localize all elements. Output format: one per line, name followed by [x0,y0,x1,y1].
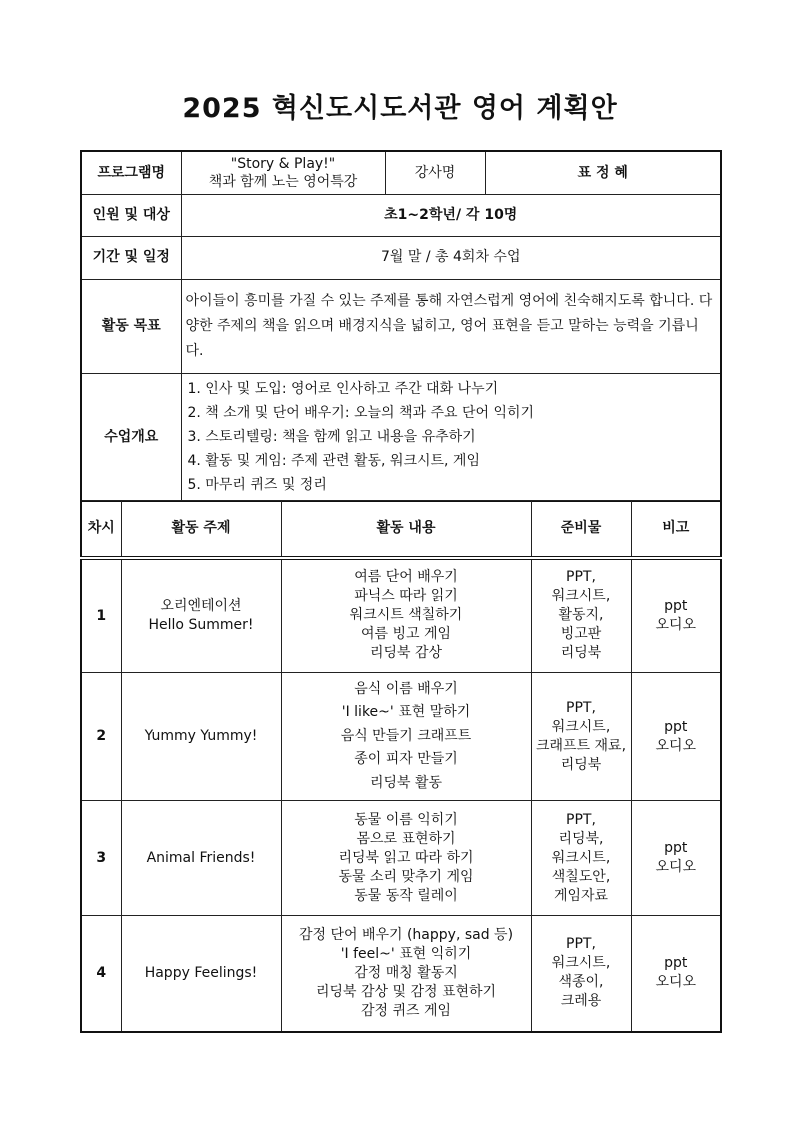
program-name [181,151,385,194]
program-info-table [80,150,722,502]
page-title: 2025 혁신도시도서관 영어 계획안 [182,93,618,124]
content-line: 음식 만들기 크래프트 [340,727,472,744]
content-line: 종이 피자 만들기 [354,751,458,768]
note-line: 오디오 [655,974,697,991]
overview-item: 1. 인사 및 도입: 영어로 인사하고 주간 대화 나누기 [187,380,499,397]
table-row [81,916,721,1032]
session-theme [121,558,281,673]
period-value: 7월 말 / 총 4회차 수업 [181,236,721,279]
material-line: 워크시트, [551,588,611,605]
goal-label: 활동 목표 [81,279,181,373]
session-content [281,558,531,673]
header-note: 비고 [631,501,721,558]
content-line: 동물 소리 맞추기 게임 [338,868,474,885]
program-label: 프로그램명 [81,151,181,194]
target-label: 인원 및 대상 [81,194,181,236]
material-line: 리딩북, [558,830,604,847]
session-number: 1 [81,558,121,673]
material-line: 워크시트, [551,849,611,866]
overview-item: 2. 책 소개 및 단어 배우기: 오늘의 책과 주요 단어 익히기 [187,404,535,421]
overview-list [181,373,721,501]
content-line: 워크시트 색칠하기 [349,607,463,624]
content-line: 몸으로 표현하기 [356,830,456,847]
material-line: 게임자료 [553,887,609,904]
material-line: 색종이, [558,974,604,991]
content-line: 'I feel~' 표현 익히기 [340,945,472,962]
note-line: ppt [664,597,688,614]
overview-label: 수업개요 [81,373,181,501]
instructor-name: 표 정 혜 [485,151,721,194]
theme-line: Hello Summer! [148,616,254,633]
material-line: 빙고판 [560,626,602,643]
session-content [281,916,531,1032]
material-line: 크레용 [560,993,602,1010]
material-line: 워크시트, [551,718,611,735]
session-materials [531,916,631,1032]
material-line: 워크시트, [551,955,611,972]
material-line: 활동지, [558,607,604,624]
overview-item: 4. 활동 및 게임: 주제 관련 활동, 워크시트, 게임 [187,452,480,469]
material-line: PPT, [566,811,596,828]
content-line: 리딩북 감상 [369,645,443,662]
period-label: 기간 및 일정 [81,236,181,279]
note-line: 오디오 [655,859,697,875]
content-line: 동물 이름 익히기 [354,811,458,828]
goal-text: 아이들이 흥미를 가질 수 있는 주제를 통해 자연스럽게 영어에 친숙해지도록 합니다. 다양한 주제의 책을 읽으며 배경지식을 넓히고, 영어 표현을 듣고 말하는 능력을 기릅니다. [181,279,721,373]
content-line: 음식 이름 배우기 [354,680,458,697]
session-content [281,673,531,801]
session-note [631,673,721,801]
note-line: ppt [664,840,688,856]
session-theme [121,673,281,801]
note-line: ppt [664,718,688,735]
session-content [281,801,531,916]
header-materials: 준비물 [531,501,631,558]
content-line: 리딩북 활동 [369,774,443,791]
note-line: 오디오 [655,737,697,754]
content-line: 여름 단어 배우기 [354,569,458,586]
instructor-label: 강사명 [385,151,485,194]
content-line: 리딩북 감상 및 감정 표현하기 [315,983,497,1000]
session-theme [121,801,281,916]
table-row [81,673,721,801]
content-line: 'I like~' 표현 말하기 [341,704,471,721]
program-name-line1: "Story & Play!" [230,155,336,172]
program-name-line2: 책과 함께 노는 영어특강 [208,173,358,190]
target-value: 초1~2학년/ 각 10명 [181,194,721,236]
material-line: 리딩북 [560,645,602,662]
overview-item: 5. 마무리 퀴즈 및 정리 [187,476,327,493]
material-line: 색칠도안, [551,868,611,885]
content-line: 감정 퀴즈 게임 [360,1002,452,1019]
session-materials [531,673,631,801]
session-number: 2 [81,673,121,801]
session-theme [121,916,281,1032]
table-row [81,558,721,673]
header-session: 차시 [81,501,121,558]
session-materials [531,558,631,673]
material-line: 크래프트 재료, [535,737,627,754]
header-theme: 활동 주제 [121,501,281,558]
table-row [81,801,721,916]
material-line: PPT, [566,569,596,586]
session-materials [531,801,631,916]
content-line: 감정 단어 배우기 (happy, sad 등) [298,926,514,943]
overview-item: 3. 스토리텔링: 책을 함께 읽고 내용을 유추하기 [187,428,476,445]
theme-line: Animal Friends! [146,849,256,866]
theme-line: 오리엔테이션 [160,597,242,614]
session-number: 3 [81,801,121,916]
session-note [631,558,721,673]
content-line: 여름 빙고 게임 [360,626,452,643]
content-line: 파닉스 따라 읽기 [354,588,458,605]
content-line: 리딩북 읽고 따라 하기 [338,849,474,866]
material-line: PPT, [566,936,596,953]
sessions-table [80,500,722,1033]
session-note [631,801,721,916]
note-line: ppt [664,955,688,972]
session-note [631,916,721,1032]
header-content: 활동 내용 [281,501,531,558]
session-number: 4 [81,916,121,1032]
content-line: 감정 매칭 활동지 [354,964,458,981]
note-line: 오디오 [655,616,697,633]
theme-line: Happy Feelings! [144,964,258,981]
content-line: 동물 동작 릴레이 [354,887,458,904]
material-line: 리딩북 [560,756,602,773]
material-line: PPT, [566,699,596,716]
theme-line: Yummy Yummy! [144,728,258,744]
